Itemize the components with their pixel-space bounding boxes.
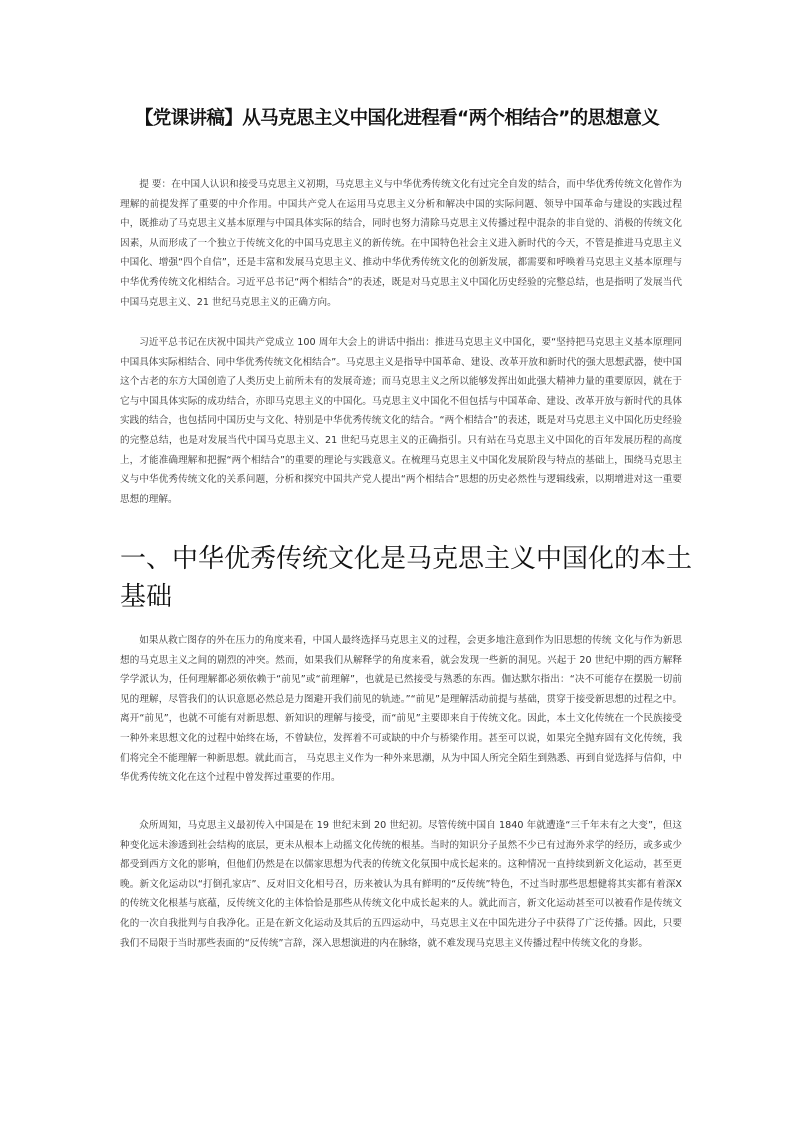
body-paragraph: 众所周知，马克思主义最初传入中国是在 19 世纪末到 20 世纪初。尽管传统中国自 1840 年就遭逢“三千年未有之大变”，但这种变化远未渗透到社会结构的底层，更未从根本上动摇文化传统的根基。当时的知识分子虽然不少已有过海外求学的经历，或多或少都受到西方文化的影响，但他们仍然是在以儒家思想为代表的传统文化氛围中成长起来的。这种情况一直持续到新文化运动，甚至更晚。新文化运动以“打倒孔家店”、反对旧文化相号召，历来被认为具有鲜明的“反传统”特色，不过当时那些思想健将其实都有着深X的传统文化根基与底蕴，反传统文化的主体恰恰是那些从传统文化中成长起来的人。就此而言，新文化运动甚至可以被看作是传统文化的一次自我批判与自我净化。正是在新文化运动及其后的五四运动中，马克思主义在中国先进分子中获得了广泛传播。因此，只要我们不局限于当时那些表面的“反传统”言辞，深入思想演进的内在脉络，就不难发现马克思主义传播过程中传统文化的身影。 — [120, 820, 682, 949]
abstract-paragraph: 提 要：在中国人认识和接受马克思主义初期，马克思主义与中华优秀传统文化有过完全自发的结合，而中华优秀传统文化曾作为理解的前提发挥了重要的中介作用。中国共产党人在运用马克思主义分析和解决中国的实际问题、领导中国革命与建设的实践过程中，既推动了马克思主义基本原理与中国具体实际的结合，同时也努力清除马克思主义传播过程中混杂的非自觉的、消极的传统文化因素，从而形成了一个独立于传统文化的中国马克思主义的新传统。在中国特色社会主义进入新时代的今天，不管是推进马克思主义中国化、增强“四个自信”，还是丰富和发展马克思主义、推动中华优秀传统文化的创新发展，都需要和呼唤着马克思主义基本原理与中华优秀传统文化相结合。习近平总书记“两个相结合”的表述，既是对马克思主义中国化历史经验的完整总结，也是指明了发展当代中国马克思主义、21 世纪马克思主义的正确方向。 — [120, 179, 682, 308]
document-title: 【党课讲稿】从马克思主义中国化进程看“两个相结合”的思想意义 — [134, 108, 660, 129]
intro-paragraph: 习近平总书记在庆祝中国共产党成立 100 周年大会上的讲话中指出：推进马克思主义中国化，要“坚持把马克思主义基本原理同中国具体实际相结合、同中华优秀传统文化相结合”。马克思主义是指导中国革命、建设、改革开放和新时代的强大思想武器，使中国这个古老的东方大国创造了人类历史上前所未有的发展奇迹；而马克思主义之所以能够发挥出如此强大精神力量的重要原因，就在于它与中国具体实际的成功结合，亦即马克思主义的中国化。马克思主义中国化不但包括与中国革命、建设、改革开放与新时代的具体实践的结合，也包括同中国历史与文化、特别是中华优秀传统文化的结合。“两个相结合”的表述，既是对马克思主义中国化历史经验的完整总结，也是对发展当代中国马克思主义、21 世纪马克思主义的正确指引。只有站在马克思主义中国化的百年发展历程的高度上，才能准确理解和把握“两个相结合”的重要的理论与实践意义。在梳理马克思主义中国化发展阶段与特点的基础上，围绕马克思主义与中华优秀传统文化的关系问题，分析和探究中国共产党人提出“两个相结合”思想的历史必然性与逻辑线索，以期增进对这一重要思想的理解。 — [120, 337, 682, 505]
section-heading-1: 一、中华优秀传统文化是马克思主义中国化的本土基础 — [120, 544, 693, 612]
body-paragraph: 如果从救亡图存的外在压力的角度来看，中国人最终选择马克思主义的过程，会更多地注意到作为旧思想的传统 文化与作为新思想的马克思主义之间的剧烈的冲突。然而，如果我们从解释学的角度来看，就会发现一些新的洞见。兴起于 20 世纪中期的西方解释学学派认为，任何理解都必须依赖于“前见”或“前理解”，也就是已然接受与熟悉的东西。伽达默尔指出：“决不可能存在摆脱一切前见的理解，尽管我们的认识意愿必然总是力图避开我们前见的轨迹。”“前见”是理解活动前提与基础，贯穿于接受新思想的过程之中。离开“前见”，也就不可能有对新思想、新知识的理解与接受，而“前见”主要即来自于传统文化。因此，本土文化传统在一个民族接受一种外来思想文化的过程中始终在场，不曾缺位，发挥着不可或缺的中介与桥梁作用。甚至可以说，如果完全抛弃固有文化传统，我们将完全不能理解一种新思想。就此而言， 马克思主义作为一种外来思潮，从为中国人所完全陌生到熟悉、再到自觉选择与信仰，中华优秀传统文化在这个过程中曾发挥过重要的作用。 — [120, 635, 682, 784]
